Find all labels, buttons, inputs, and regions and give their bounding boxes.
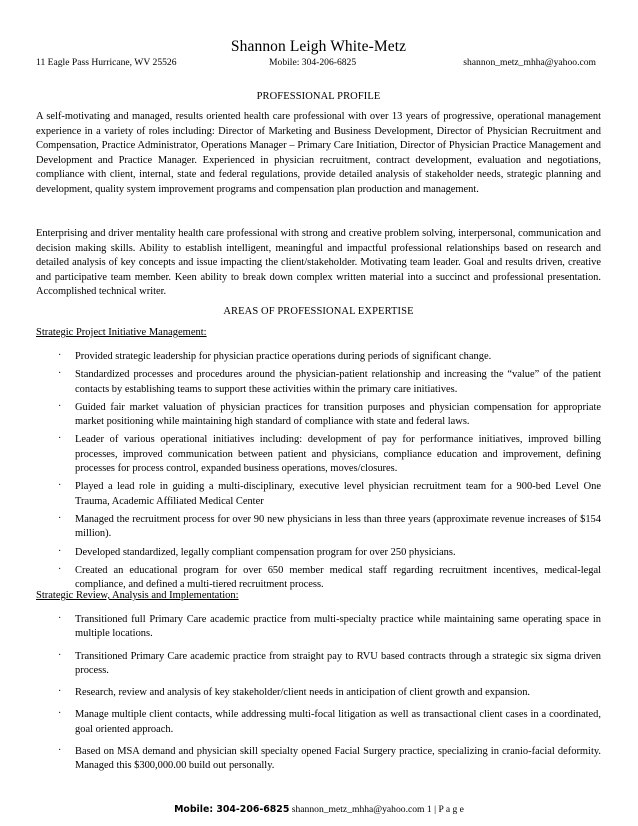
list-item: · Transitioned full Primary Care academic practice from multi-specialty practice while maintaining same operating space in multiple locations. (58, 613, 601, 640)
footer-email[interactable]: shannon_metz_mhha@yahoo.com (291, 804, 425, 815)
bullet-icon: · (58, 512, 62, 524)
list-item: · Leader of various operational initiatives including: development of pay for performance initiatives, improved billing processes, improved communication between patient and physicians, compliance education and improvement, defining processes for process control, expanded business operations, moves/closures. (58, 433, 601, 475)
profile-heading: PROFESSIONAL PROFILE (256, 91, 381, 102)
bullet-icon: · (58, 545, 62, 557)
page-number: 1 (426, 804, 432, 815)
bullet-icon: · (58, 613, 62, 624)
bullet-icon: · (58, 400, 62, 412)
profile-paragraph-1: A self-motivating and managed, results oriented health care professional with over 13 years of progressive, operational management experience in a variety of roles including: Director of Marketing and Business Development, Director of Physician Recruitment and Compensation, Practice Administrator, Operations Manager – Primary Care Initiation, Director of Physician Practice Management and Development and Practice Manager. Experienced in physician recruitment, contract development, evaluation and negotiations, compliance with client, internal, state and federal regulations, provide detailed analysis of stakeholder needs, strategic planning and development, quality system improvement programs and compensation plan production and management. (36, 111, 601, 195)
bullet-icon: · (58, 563, 62, 575)
email-address[interactable]: shannon_metz_mhha@yahoo.com (463, 57, 596, 68)
section-title-strategic-project: Strategic Project Initiative Management: (36, 327, 207, 338)
bullet-icon: · (58, 649, 62, 661)
list-item: · Managed the recruitment process for over 90 new physicians in less than three years (approximate revenue increases of $154 million). (58, 512, 601, 540)
bullet-icon: · (58, 708, 62, 720)
list-item: · Played a lead role in guiding a multi-disciplinary, executive level physician recruitment team for a 900-bed Level One Trauma, Academic Affiliated Medical Center (58, 480, 601, 507)
bullet-icon: · (58, 433, 62, 445)
list-item: · Manage multiple client contacts, while addressing multi-focal litigation as well as transactional client cases in a coordinated, goal oriented approach. (58, 708, 601, 735)
bullet-icon: · (58, 368, 62, 380)
list-item: · Developed standardized, legally compliant compensation program for over 250 physicians. (58, 545, 456, 558)
address: 11 Eagle Pass Hurricane, WV 25526 (36, 57, 177, 68)
list-item: · Created an educational program for over 650 member medical staff regarding recruitment incentives, medical-legal compliance, and defined a multi-tiered recruitment process. (58, 563, 601, 591)
candidate-name: Shannon Leigh White-Metz (230, 38, 407, 55)
bullet-icon: · (58, 745, 62, 757)
bullet-icon: · (58, 350, 62, 361)
bullet-icon: · (58, 686, 62, 698)
bullet-icon: · (58, 480, 62, 492)
list-item: · Transitioned Primary Care academic practice from straight pay to RVU based contracts through a strategic six sigma driven process. (58, 649, 601, 676)
page-separator: | (434, 804, 437, 815)
list-item: · Based on MSA demand and physician skill specialty opened Facial Surgery practice, specializing in cranio-facial deformity. Managed this $300,000.00 build out personally. (58, 745, 601, 772)
page-footer (0, 804, 638, 815)
expertise-heading: AREAS OF PROFESSIONAL EXPERTISE (223, 306, 414, 317)
strategic-project-list (36, 350, 601, 592)
profile-paragraph-2: Enterprising and driver mentality health care professional with strong and creative problem solving, interpersonal, communication and decision making skills. Ability to establish intelligent, meaningful and impactful professional relationships based on research and detailed analysis of key concepts and issue impacting the client/stakeholder. Motivating team leader. Goal and results driven, creative and participative team member. Keen ability to break down complex written material into a succinct and professional presentation. Accomplished technical writer. (36, 228, 601, 298)
contact-row (36, 57, 601, 69)
list-item: · Research, review and analysis of key stakeholder/client needs in anticipation of client growth and expansion. (58, 686, 531, 699)
mobile-number: Mobile: 304-206-6825 (269, 57, 357, 68)
list-item: · Standardized processes and procedures around the physician-patient relationship and increasing the “value” of the patient contacts by establishing teams to support these activities within the primary care initiatives. (58, 368, 601, 395)
footer-mobile: Mobile: 304-206-6825 (174, 804, 290, 815)
section-title-strategic-review: Strategic Review, Analysis and Implementation: (36, 590, 239, 601)
list-item: · Provided strategic leadership for physician practice operations during periods of significant change. (58, 350, 492, 362)
page-label: P a g e (438, 804, 464, 815)
strategic-review-list (36, 613, 601, 774)
list-item: · Guided fair market valuation of physician practices for transition purposes and physician compensation for appropriate market positioning while maintaining high standard of compliance with state and federal laws. (58, 400, 601, 428)
